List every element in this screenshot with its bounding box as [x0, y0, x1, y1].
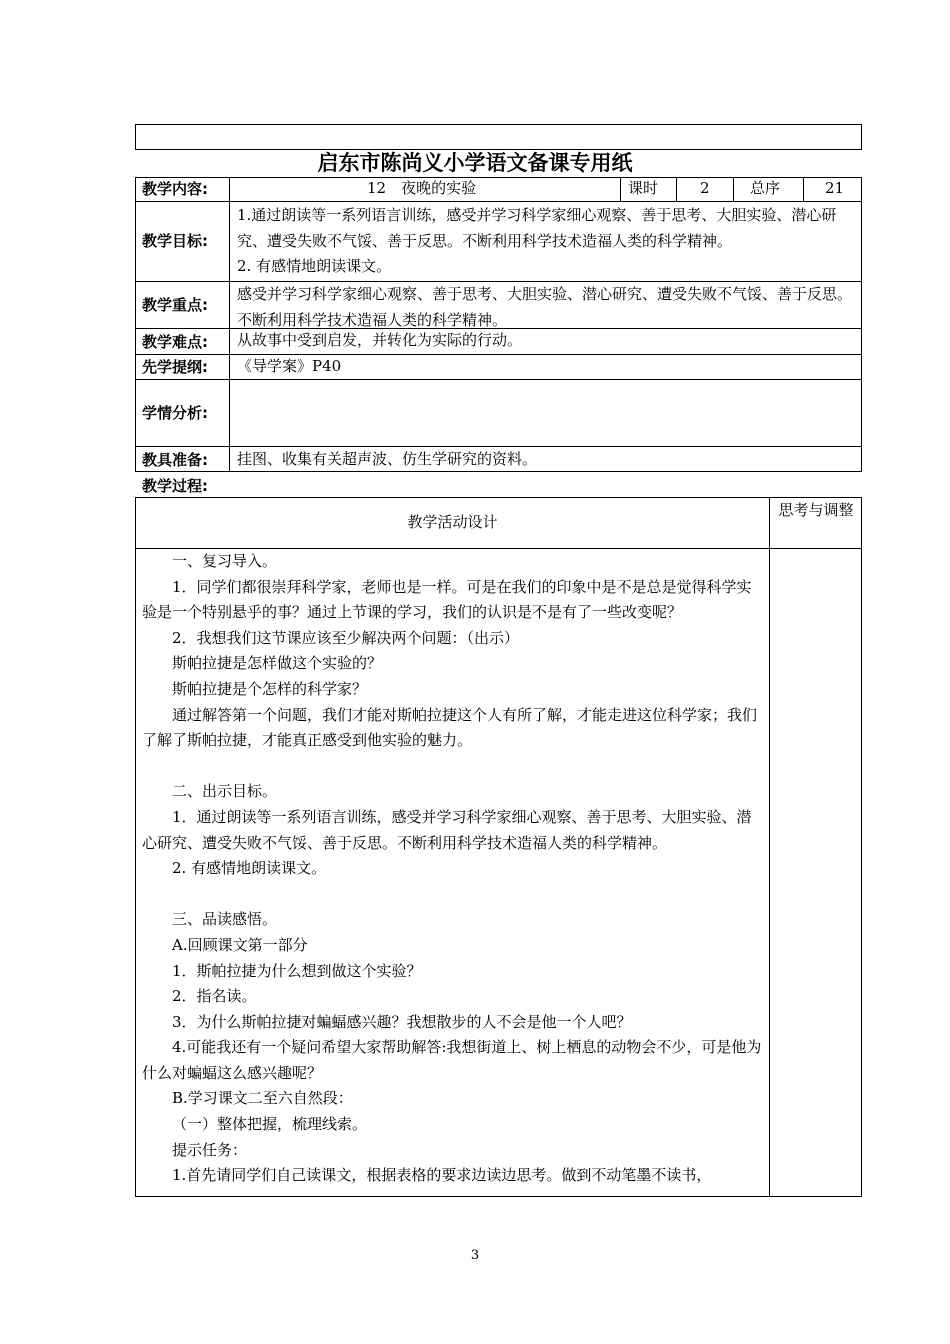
- process-paragraph: 通过解答第一个问题，我们才能对斯帕拉捷这个人有所了解，才能走进这位科学家；我们了解了斯帕拉捷，才能真正感受到他实验的魅力。: [142, 705, 758, 750]
- process-paragraph: B.学习课文二至六自然段：: [172, 1089, 353, 1108]
- goal-text: [237, 203, 857, 280]
- period-value: 2: [700, 179, 710, 197]
- process-paragraph: 斯帕拉捷是个怎样的科学家？: [172, 679, 368, 698]
- page-number: 3: [470, 1248, 480, 1263]
- process-paragraph: 二、出示目标。: [172, 782, 278, 801]
- blank-line: [142, 754, 763, 780]
- content-value: 12 夜晚的实验: [367, 179, 477, 197]
- total-label: 总序: [750, 179, 781, 197]
- process-paragraph: 三、品读感悟。: [172, 910, 278, 929]
- key-label: 教学重点:: [142, 296, 208, 314]
- process-paragraph: 2. 有感情地朗读课文。: [172, 859, 327, 878]
- process-paragraph: 2．我想我们这节课应该至少解决两个问题：（出示）: [172, 628, 520, 647]
- tools-value: 挂图、收集有关超声波、仿生学研究的资料。: [237, 450, 538, 468]
- process-paragraph: A.回顾课文第一部分: [172, 935, 308, 954]
- prelearn-value: 《导学案》P40: [237, 357, 342, 375]
- process-paragraph: 一、复习导入。: [172, 552, 278, 570]
- prelearn-label: 先学提纲:: [142, 358, 208, 376]
- tools-label: 教具准备:: [142, 451, 208, 469]
- period-label: 课时: [628, 179, 659, 197]
- analysis-label: 学情分析:: [142, 404, 208, 422]
- reflect-column-header: 思考与调整: [778, 501, 854, 519]
- goal-line-1: 1.通过朗读等一系列语言训练，感受并学习科学家细心观察、善于思考、大胆实验、潜心研究、遭受失败不气馁、善于反思。不断利用科学技术造福人类的科学精神。: [237, 206, 837, 250]
- header-empty-row: [135, 124, 862, 150]
- goal-line-2: 2. 有感情地朗读课文。: [237, 257, 392, 276]
- process-paragraph: 2．指名读。: [172, 987, 257, 1006]
- process-paragraph: 1.首先请同学们自己读课文，根据表格的要求边读边思考。做到不动笔墨不读书，: [172, 1166, 712, 1185]
- process-paragraph: 1．斯帕拉捷为什么想到做这个实验？: [172, 961, 422, 980]
- process-body: [142, 549, 763, 1196]
- process-label: 教学过程:: [142, 477, 208, 495]
- process-paragraph: （一）整体把握，梳理线索。: [172, 1115, 368, 1134]
- content-label: 教学内容:: [142, 180, 208, 198]
- process-paragraph: 提示任务：: [172, 1140, 248, 1159]
- process-paragraph: 斯帕拉捷是怎样做这个实验的？: [172, 654, 383, 673]
- difficulty-label: 教学难点:: [142, 333, 208, 351]
- design-column-header: 教学活动设计: [407, 513, 498, 531]
- difficulty-value: 从故事中受到启发，并转化为实际的行动。: [237, 331, 523, 349]
- process-paragraph: 1．同学们都很崇拜科学家，老师也是一样。可是在我们的印象中是不是总是觉得科学实验是一个特别悬乎的事？通过上节课的学习，我们的认识是不是有了一些改变呢？: [142, 577, 752, 622]
- page-title: 启东市陈尚义小学语文备课专用纸: [317, 151, 633, 175]
- process-paragraph: 3．为什么斯帕拉捷对蝙蝠感兴趣？我想散步的人不会是他一个人吧？: [172, 1012, 632, 1031]
- process-paragraph: 1．通过朗读等一系列语言训练，感受并学习科学家细心观察、善于思考、大胆实验、潜心研究、遭受失败不气馁、善于反思。不断利用科学技术造福人类的科学精神。: [142, 807, 752, 852]
- process-paragraph: 4.可能我还有一个疑问希望大家帮助解答:我想街道上、树上栖息的动物会不少，可是他为什么对蝙蝠这么感兴趣呢？: [142, 1038, 762, 1082]
- goal-label: 教学目标:: [142, 232, 208, 250]
- total-value: 21: [825, 179, 845, 197]
- blank-line: [142, 882, 763, 908]
- key-text: 感受并学习科学家细心观察、善于思考、大胆实验、潜心研究、遭受失败不气馁、善于反思。不断利用科学技术造福人类的科学精神。: [237, 285, 853, 329]
